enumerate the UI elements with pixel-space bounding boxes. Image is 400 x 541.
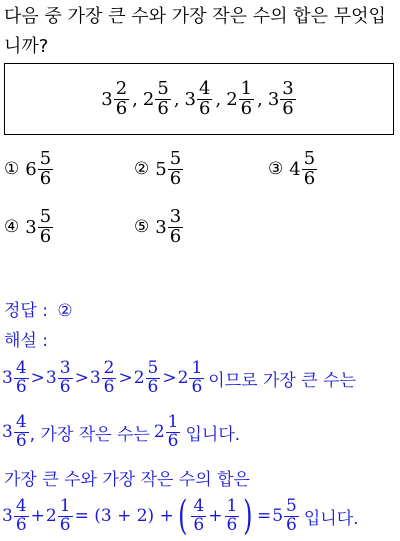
whole-number: 6 [25,158,37,180]
question-text: 다음 중 가장 큰 수와 가장 작은 수의 합은 무엇입니까? [4,6,386,57]
explanation-line-2 [2,414,240,451]
separator: , [132,88,138,110]
choice-value [155,150,184,189]
whole-number: 3 [184,88,196,110]
numbers-box [4,63,394,135]
answer-label: 정답 : [4,301,48,321]
exp4-mid: = (3 + 2) + [74,506,174,526]
choice-marker: ④ [4,217,20,238]
fraction [302,150,317,189]
choice-marker: ① [4,159,20,180]
numerator: 1 [240,77,253,99]
fraction [280,77,295,119]
explanation-line-1: 3 $\frac{4}{6}$ > 3 $\frac{3}{6}$ > 3 $\frac{2}{6}$ > 2 $\frac{5}{6}$ > 2 $\frac{1}{6}$ 이므로 가장 큰 수는 [2,358,356,397]
denominator: 6 [39,225,52,247]
numerator: 4 [199,77,211,99]
exp-fraction: 3 $\frac{3}{6}$ [45,358,71,397]
mixed-number [142,77,172,119]
whole-number: 3 [155,216,167,238]
numerator: 2 [115,77,128,99]
answer-value: ② [57,301,73,321]
fraction [155,77,170,119]
explanation-label: 해설 : [4,331,48,351]
separator: , [173,88,180,110]
mixed-number [226,77,255,119]
exp-fraction: 3 $\frac{4}{6}$ [2,495,27,535]
fraction [197,77,212,119]
whole-number: 3 [25,216,37,238]
numerator: 5 [169,148,182,169]
whole-number: 5 [155,158,167,180]
choice-value [25,150,54,189]
exp-fraction: 2 $\frac{5}{6}$ [133,358,159,397]
whole-number: 3 [267,88,280,110]
exp-fraction: 3 $\frac{2}{6}$ [89,358,115,397]
choice-marker: ③ [268,159,284,180]
exp-fraction: 2 $\frac{1}{6}$ [45,495,71,535]
denominator: 6 [169,167,182,189]
numerator: 5 [39,148,52,169]
choice-2[interactable] [134,150,184,189]
denominator: 6 [169,225,182,247]
choice-value [25,208,54,247]
separator: , [215,88,222,110]
fraction [114,77,129,119]
explanation-line-3: 가장 큰 수와 가장 작은 수의 합은 [4,470,250,490]
denominator: 6 [115,97,128,119]
exp4-tail: 입니다. [303,508,359,529]
exp-fraction: 3 $\frac{4}{6}$ [2,412,27,451]
numerator: 3 [282,77,294,99]
denominator: 6 [199,97,211,119]
mixed-number [101,77,130,119]
choice-1[interactable] [4,150,54,189]
fraction [38,208,53,247]
exp-fraction: 5 $\frac{5}{6}$ [272,495,297,535]
choice-value [289,150,318,189]
numerator: 3 [169,206,182,227]
separator: , [257,88,263,110]
choice-marker: ⑤ [134,217,150,238]
denominator: 6 [303,167,316,189]
exp2-tail: 입니다. [185,424,241,445]
exp2-mid: , 가장 작은 수는 [29,424,150,445]
denominator: 6 [39,167,52,189]
choice-5[interactable] [134,208,184,247]
mixed-number [267,77,297,119]
choice-3[interactable] [268,150,318,189]
numerator: 5 [39,206,52,227]
denominator: 6 [240,97,253,119]
choice-value [155,208,184,247]
fraction [38,150,53,189]
numerator: 5 [303,148,316,169]
choice-marker: ② [134,159,150,180]
explanation-line-4: 3 $\frac{4}{6}$ + 2 $\frac{1}{6}$ = (3 + 2) + ( $\frac{4}{6}$ + $\frac{1}{6}$ ) = 5 $\frac{5}{6}$ 입니다. [2,493,359,539]
denominator: 6 [157,97,169,119]
fraction [168,150,183,189]
answer-line [4,296,73,321]
fraction [239,77,254,119]
whole-number: 2 [226,88,238,110]
whole-number: 3 [101,88,113,110]
exp-fraction: 2 $\frac{1}{6}$ [177,358,203,397]
numerator: 5 [157,77,169,99]
mixed-number [184,77,214,119]
fraction [168,208,183,247]
whole-number: 4 [289,158,301,180]
numbers-row [5,64,393,134]
whole-number: 2 [142,88,155,110]
exp-fraction: 3 $\frac{4}{6}$ [2,358,27,397]
exp-fraction: 2 $\frac{1}{6}$ [153,412,179,451]
denominator: 6 [282,97,294,119]
choice-4[interactable] [4,208,54,247]
exp1-tail: 이므로 가장 큰 수는 [208,370,356,391]
